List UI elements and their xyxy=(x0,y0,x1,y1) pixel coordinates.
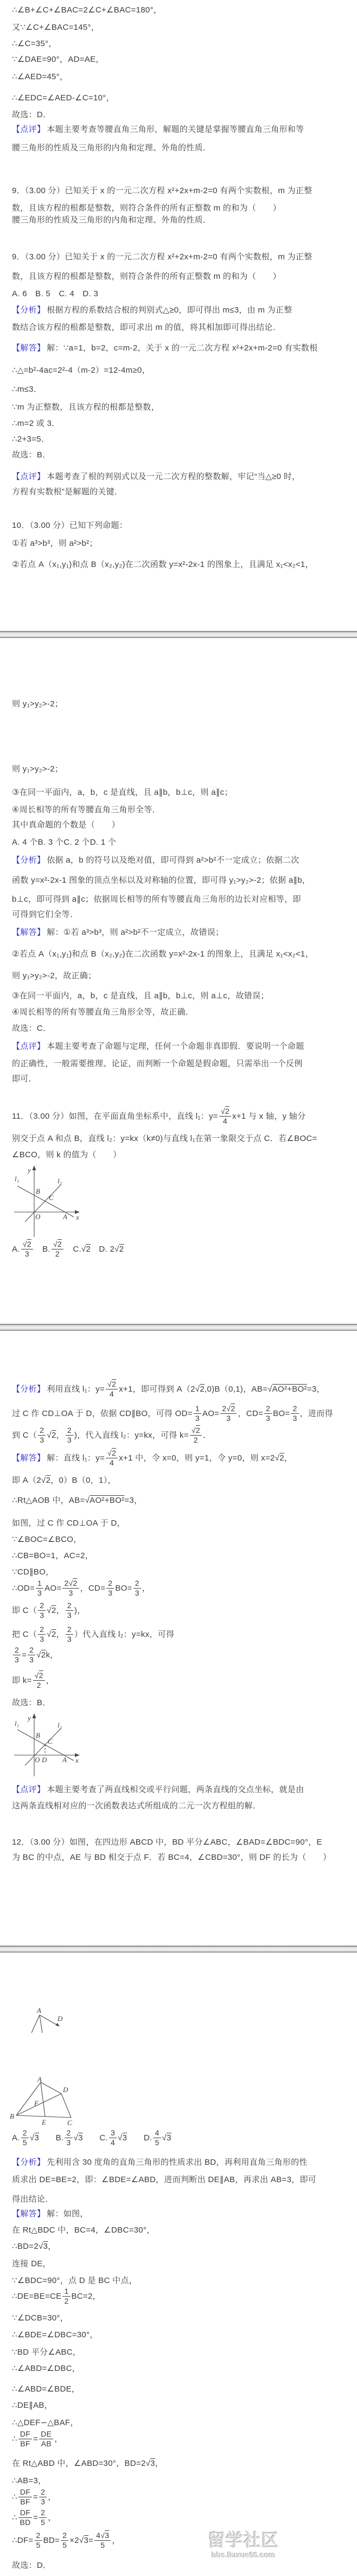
text-line: 【分析】 根据方程的系数结合根的判别式△≥0，即可得出 m≤3，由 m 为正整 xyxy=(12,305,292,315)
text-line: 12．（3.00 分）如图，在四边形 ABCD 中，BD 平分∠ABC，∠BAD=∠BDC=90°，E xyxy=(12,1838,322,1847)
radical-expression: √2 xyxy=(220,1107,229,1115)
text-line: 其中真命题的个数是（ ） xyxy=(12,820,120,830)
point-label-A: A xyxy=(62,1756,67,1764)
fraction: $\frac{2}{3}$ xyxy=(65,2129,72,2147)
text-line: ④周长相等的所有等腰直角三角形全等，故正确． xyxy=(12,1008,194,1017)
text-line: 即可． xyxy=(12,1074,37,1083)
fraction: $\frac{2}{3}$ xyxy=(28,1646,35,1665)
point-label-C: C xyxy=(48,1737,53,1745)
fraction: $\frac{2}{3}$ xyxy=(38,1625,46,1644)
fraction: $\frac{1}{3}$ xyxy=(194,1405,201,1423)
point-label-A: A xyxy=(37,2075,42,2083)
text-line: ∴DE∥AB， xyxy=(12,2401,53,2410)
text-line: 故选：D． xyxy=(12,2561,52,2570)
fraction: $\frac{4}{5}$ xyxy=(153,2129,161,2147)
text-line: ∴∠ABD=∠DBC， xyxy=(12,2364,81,2373)
radical-expression: √2 xyxy=(195,1385,205,1394)
section-tag: 【点评】 xyxy=(12,1042,46,1051)
axis-label-y: y xyxy=(28,1166,31,1174)
section-tag: 【点评】 xyxy=(12,125,46,134)
text-line: ∵∠BDC=90°，点 D 是 BC 中点， xyxy=(12,2276,138,2285)
text-line: 【解答】 解：∵a=1，b=2，c=m-2，关于 x 的一元二次方程 x²+2x+m-2=0 有实数根 xyxy=(12,343,318,353)
fraction: $\frac{2}{3}$ xyxy=(38,1602,46,1620)
section-tag: 【解答】 xyxy=(12,2209,46,2218)
fraction: $\frac{2}{3}$ xyxy=(39,2488,47,2507)
text-line: ∴∠EDC=∠AED-∠C=10°， xyxy=(12,93,114,103)
figure-q11-question-coordinate-graph xyxy=(12,1164,84,1238)
text-line: ∴△DEF∽△BAF， xyxy=(12,2418,79,2427)
point-label-C: C xyxy=(67,2119,72,2127)
text-line: 质求出 DE=BE=2，即：∠BDE=∠ABD，进而判断出 DE∥AB，再求出 AB=3，即可 xyxy=(12,2175,317,2184)
fraction: $\frac{2}{3}$ xyxy=(13,1646,21,1665)
fraction: $\frac{3}{4}$ xyxy=(109,2129,117,2147)
text-line: 9．（3.00 分）已知关于 x 的一元二次方程 x²+2x+m-2=0 有两个实数根，m 为正整 xyxy=(12,252,313,262)
text-line: 故选：D． xyxy=(12,110,52,119)
radical-expression: √2 xyxy=(226,1404,235,1413)
text-line: 为 BC 的中点，AE 与 BD 相交于点 F．若 BC=4，∠CBD=30°，则 DF 的长为（ ） xyxy=(12,1853,331,1862)
text-line: A. 4 个B. 3 个C. 2 个D. 1 个 xyxy=(12,838,117,847)
text-line: ∵m 为正整数，且该方程的根都是整数， xyxy=(12,403,160,412)
radical-expression: √3 xyxy=(73,2133,83,2143)
radical-expression: √2 xyxy=(34,1671,43,1680)
fraction: $\frac{√2}{3}$ xyxy=(21,1240,33,1259)
text-line: ③在同一平面内，a，b，c 是直线，且 a∥b，b⊥c，则 a∥c； xyxy=(12,788,233,797)
text-line: 【解答】 解：如图， xyxy=(12,2209,88,2218)
text-line: ∴CB=BO=1，AC=2， xyxy=(12,1551,94,1560)
text-line: 故选：B． xyxy=(12,1698,51,1707)
text-line: 即 C（ $\frac{2}{3}$ √2 ， $\frac{2}{3}$ )， xyxy=(12,1601,86,1620)
text-line: ∴DE=BE=CE $\frac{1}{2}$ BC=2， xyxy=(12,2287,101,2306)
point-label-B: B xyxy=(36,1187,40,1195)
text-line: ∵BD 平分∠ABC， xyxy=(12,2348,81,2357)
fraction: 2 √2 3 xyxy=(62,1579,79,1598)
section-tag: 【点评】 xyxy=(12,1785,46,1794)
text-line: 【点评】 本题考查了根的判别式以及一元二次方程的整数解，牢记“当△≥0 时， xyxy=(12,472,301,481)
fraction: $\frac{2}{3}$ xyxy=(66,1602,73,1620)
text-line: 10．（3.00 分）已知下列命题： xyxy=(12,521,127,530)
fraction: $\frac{√2}{2}$ xyxy=(52,1240,63,1259)
text-line: 如图，过 C 作 CD⊥OA 于 D， xyxy=(12,1519,125,1528)
radical-expression: √2 xyxy=(81,1245,91,1254)
fraction: $\frac{DE}{AB}$ xyxy=(39,2430,53,2449)
point-label-D: D xyxy=(63,2086,68,2094)
section-tag: 【解答】 xyxy=(12,343,46,353)
fraction: $\frac{2}{3}$ xyxy=(106,1579,114,1598)
text-line: ∵CD∥BO， xyxy=(12,1567,54,1577)
radical-expression: √2 xyxy=(47,1431,56,1440)
side-BC xyxy=(16,2115,71,2118)
fraction: $\frac{1}{3}$ xyxy=(36,1579,43,1598)
text-line: ∴OD= $\frac{1}{3}$ AO= 2 √2 3 ，CD= $\frac{2}{3}$ BO= $\frac{2}{3}$ ， xyxy=(12,1579,151,1598)
radical-expression: √2 xyxy=(47,1606,56,1616)
text-line: ∴ $\frac{DF}{BF}$ = $\frac{DE}{AB}$ ， xyxy=(12,2430,63,2449)
radical-expression: √2 xyxy=(275,1453,284,1463)
radical-expression: √2 xyxy=(107,1449,117,1457)
radical-expression: √2 xyxy=(22,1240,31,1248)
fraction: $\frac{DF}{BF}$ xyxy=(18,2488,32,2507)
radical-expression: √2 xyxy=(41,1476,51,1485)
fraction: 4 √3 5 xyxy=(94,2532,111,2550)
point-label-F: F xyxy=(34,2099,39,2107)
text-line: 则 y₁>y₂>-2； xyxy=(12,764,63,774)
text-line: ∵∠DCB=30°， xyxy=(12,2313,69,2323)
text-line: 得出结论． xyxy=(12,2195,54,2204)
text-line: ∴m=2 或 3． xyxy=(12,419,60,428)
radical-expression: √2 xyxy=(191,1426,200,1434)
text-line: ∴Rt△AOB 中，AB= √AO²+BO² =3， xyxy=(12,1496,143,1505)
radical-expression: √3 xyxy=(38,2242,48,2251)
point-label-E: E xyxy=(42,2118,46,2126)
page-break-divider xyxy=(0,1324,357,1331)
label-l1: l₁ xyxy=(15,1175,20,1183)
axis-label-x: x xyxy=(76,1213,79,1221)
section-tag: 【点评】 xyxy=(12,472,46,481)
label-l2: l₂ xyxy=(58,1721,62,1729)
text-line: ∴∠C=35°， xyxy=(12,39,57,48)
radical-expression: √2 xyxy=(114,1245,124,1254)
text-line: ∴∠B+∠C+∠BAC=2∠C+∠BAC=180°， xyxy=(12,5,162,15)
text-line: 连接 DE， xyxy=(12,2259,51,2268)
text-line: ∴AB=3， xyxy=(12,2476,47,2485)
text-line: ∴BD=2 √3 ， xyxy=(12,2242,56,2251)
site-watermark xyxy=(207,2530,280,2560)
watermark-logo-text: 留学社区 xyxy=(207,2530,279,2550)
text-line: $\frac{2}{3}$ = $\frac{2}{3}$ √2 k， xyxy=(12,1646,59,1665)
fraction: $\frac{2}{3}$ xyxy=(38,1426,46,1445)
radical-expression: √3 xyxy=(145,2459,155,2468)
text-line: 【点评】 本题主要考查了两直线相交或平行问题，两条直线的交点坐标，就是由 xyxy=(12,1785,304,1794)
text-line: 【解答】 解：①若 a³>b³，则 a²>b²不一定成立，故错误； xyxy=(12,928,224,937)
fraction: $\frac{√2}{4}$ xyxy=(106,1449,118,1468)
text-line: 【点评】 本题主要考查了命题与定理，任何一个命题非真即假．要说明一个命题 xyxy=(12,1042,304,1051)
text-line: A. $\frac{2}{5}$ √3 B. $\frac{2}{3}$ √3 C. $\frac{3}{4}$ √3 D. $\frac{4}{5}$ √3 xyxy=(12,2128,171,2147)
radical-expression: √2 xyxy=(107,1380,117,1388)
radical-expression: √2 xyxy=(68,1579,78,1587)
text-line: 【点评】 本题主要考查等腰直角三角形，解题的关键是掌握等腰直角三角形和等 xyxy=(12,125,304,134)
text-line: 别交于点 A 和点 B，直线 l₂：y=kx（k≠0)与直线 l₁在第一象限交于点 C．若∠BOC= xyxy=(12,1134,317,1143)
axis-label-x: x xyxy=(75,1756,79,1764)
text-line: 数结合该方程的根都是整数，即可求出 m 的值，将其相加即可得出结论． xyxy=(12,323,282,332)
radical-expression: √2 xyxy=(36,1650,46,1660)
origin-label-O: O xyxy=(35,1756,40,1764)
text-line: ①若 a³>b³，则 a²>b²； xyxy=(12,539,98,548)
fraction: 2 √2 3 xyxy=(220,1405,237,1423)
text-line: 【分析】 依据 a，b 的符号以及绝对值，即可得到 a²>b²不一定成立；依据二次 xyxy=(12,856,299,865)
text-line: 9．（3.00 分）已知关于 x 的一元二次方程 x²+2x+m-2=0 有两个实数根，m 为正整 xyxy=(12,186,313,195)
point-label-B: B xyxy=(10,2112,14,2120)
figure-q12-partial-triangle xyxy=(27,2007,66,2033)
fraction: $\frac{2}{3}$ xyxy=(133,1579,141,1598)
text-line: ②若点 A（x₁,y₁)和点 B（x₂,y₂)在二次函数 y=x²-2x-1 的图象上，且满足 x₁<x₂<1， xyxy=(12,949,314,959)
fraction: $\frac{DF}{BD}$ xyxy=(18,2509,32,2527)
text-line: A. $\frac{√2}{3}$ B. $\frac{√2}{2}$ C. √2 D. 2 √2 xyxy=(12,1240,124,1259)
text-line: ④周长相等的所有等腰直角三角形全等． xyxy=(12,805,161,814)
text-line: 故选：C． xyxy=(12,1024,52,1033)
figure-q12-solution-quadrilateral xyxy=(10,2077,76,2129)
text-line: 【分析】 利用直线 l₁：y= $\frac{√2}{4}$ x+1，即可得到 A（2 √2 ,0)B（0,1)，AB= √AO²+BO² =3， xyxy=(12,1380,325,1399)
point-label-C: C xyxy=(49,1194,54,1202)
fraction: $\frac{√2}{2}$ xyxy=(33,1672,45,1690)
text-line: ②若点 A（x₁,y₁)和点 B（x₂,y₂)在二次函数 y=x²-2x-1 的图象上，且满足 x₁<x₂<1， xyxy=(12,560,314,569)
text-line: 把 C（ $\frac{2}{3}$ √2 ， $\frac{2}{3}$ ）代入直线 l₂：y=kx，可得 xyxy=(12,1625,175,1644)
text-line: 可得到它们全等． xyxy=(12,910,79,919)
text-line: 11．（3.00 分）如图，在平面直角坐标系中，直线 l₁：y= $\frac{√2}{4}$ x+1 与 x 轴，y 轴分 xyxy=(12,1107,306,1126)
label-l1: l₁ xyxy=(15,1719,20,1727)
point-label-B: B xyxy=(36,1731,40,1739)
text-line: 数，且该方程的根都是整数，则符合条件的所有正整数 m 的和为（ ） xyxy=(12,272,282,281)
text-line: 【分析】 先利用含 30 度角的直角三角形的性质求出 BD，再利用直角三角形的性 xyxy=(12,2158,308,2167)
text-line: A. 6 B. 5 C. 4 D. 3 xyxy=(12,289,99,298)
fraction: $\frac{√2}{4}$ xyxy=(219,1107,231,1126)
section-tag: 【分析】 xyxy=(12,856,46,865)
point-label-A: A xyxy=(37,2006,41,2014)
text-line: ∴ $\frac{DF}{BF}$ = $\frac{2}{3}$ ， xyxy=(12,2488,56,2507)
side-DA xyxy=(41,2082,61,2094)
radical-expression: √2 xyxy=(47,1630,56,1640)
text-line: 故选：B． xyxy=(12,450,51,460)
text-line: ∠BCO，则 k 的值为（ ） xyxy=(12,1150,122,1159)
page-break-divider xyxy=(0,631,357,638)
axis-label-y: y xyxy=(28,1714,31,1722)
radical-expression: √3 xyxy=(79,2536,89,2546)
text-line: ∴∠BDE=∠DBC=30°， xyxy=(12,2330,98,2339)
text-line: ∵∠BOC=∠BCO， xyxy=(12,1535,82,1544)
text-line: ∴m≤3． xyxy=(12,385,42,394)
text-line: 腰三角形的性质及三角形的内角和定理、外角的性质． xyxy=(12,215,212,225)
text-line: ∴∠ABD=∠BDE， xyxy=(12,2384,80,2394)
point-label-A: A xyxy=(63,1213,67,1221)
radical-expression: √3 xyxy=(118,2133,127,2143)
fraction: $\frac{2}{5}$ xyxy=(61,2532,68,2550)
text-line: ③在同一平面内，a，b，c 是直线，且 a∥b，b⊥c，则 a⊥c，故错误； xyxy=(12,991,269,1000)
label-l2: l₂ xyxy=(58,1177,62,1185)
origin-label-O: O xyxy=(35,1213,41,1221)
text-line: 则 y₁>y₂>-2； xyxy=(12,699,63,709)
fraction: $\frac{2}{3}$ xyxy=(66,1426,73,1445)
section-tag: 【解答】 xyxy=(12,928,46,937)
text-line: 【解答】 解：直线 l₁：y= $\frac{√2}{4}$ x+1 中，令 x=0，则 y=1，令 y=0，则 x=2 √2 ， xyxy=(12,1449,293,1468)
fraction: $\frac{DF}{BF}$ xyxy=(18,2430,32,2449)
radical-expression: √3 xyxy=(29,2133,40,2143)
side-CD xyxy=(61,2094,71,2118)
text-line: 数，且该方程的根都是整数，则符合条件的所有正整数 m 的和为（ ） xyxy=(12,203,282,213)
text-line: 过 C 作 CD⊥OA 于 D，依据 CD∥BO，可得 OD= $\frac{1}{3}$ AO= 2 √2 3 ，CD= $\frac{2}{3}$ BO= $\frac{2}{3}$ ，进而得 xyxy=(12,1404,333,1423)
radical-expression: √AO²+BO² xyxy=(85,1496,125,1505)
radical-expression: √3 xyxy=(162,2133,171,2143)
fraction: $\frac{1}{2}$ xyxy=(62,2287,70,2306)
text-line: 即 k= $\frac{√2}{2}$ ， xyxy=(12,1671,55,1690)
segment-AE xyxy=(41,2082,45,2116)
point-label-D: D xyxy=(42,1756,47,1764)
diagonal-BD xyxy=(16,2094,61,2115)
text-line: 方程有实数根”是解题的关键． xyxy=(12,487,123,496)
figure-q11-solution-coordinate-graph xyxy=(12,1713,84,1778)
text-line: 则 y₁>y₂>-2，故正确； xyxy=(12,971,97,980)
watermark-url-text: bbs.liuxue86.com xyxy=(212,2551,276,2559)
text-line: 即 A（2 √2 ，0）B（0，1）， xyxy=(12,1476,116,1485)
fraction: $\frac{√2}{4}$ xyxy=(106,1380,118,1399)
fraction: $\frac{2}{5}$ xyxy=(21,2129,29,2147)
text-line: ∴∠AED=45°， xyxy=(12,72,68,81)
fraction: $\frac{2}{5}$ xyxy=(39,2509,47,2527)
text-line: 腰三角形的性质及三角形的内角和定理、外角的性质． xyxy=(12,143,212,152)
point-label-D: D xyxy=(58,2014,63,2023)
line-l2 xyxy=(25,1185,61,1222)
text-line: 又∵∠C+∠BAC=145°， xyxy=(12,23,100,32)
text-line: ∵∠DAE=90°，AD=AE， xyxy=(12,55,104,64)
section-tag: 【分析】 xyxy=(12,305,46,315)
radical-expression: √AO²+BO² xyxy=(267,1385,307,1394)
text-line: b⊥c，即可得到 a∥c；依据周长相等的所有等腰直角三角形的边长对应相等，即 xyxy=(12,895,301,904)
section-tag: 【分析】 xyxy=(12,1385,46,1394)
text-line: 这两条直线相对应的一次函数表达式所组成的二元一次方程组的解． xyxy=(12,1801,262,1810)
page-break-divider xyxy=(0,1946,357,1953)
text-line: 函数 y=x²-2x-1 图象的顶点坐标以及对称轴的位置，即可得 y₁>y₂>-2；依据 a∥b， xyxy=(12,876,311,885)
fraction: $\frac{2}{3}$ xyxy=(66,1625,73,1644)
radical-expression: √3 xyxy=(100,2531,110,2540)
text-line: 在 Rt△BDC 中，BC=4，∠DBC=30°， xyxy=(12,2226,155,2235)
fraction: $\frac{2}{5}$ xyxy=(35,2532,42,2550)
radical-expression: √2 xyxy=(53,1240,62,1248)
fraction: $\frac{2}{3}$ xyxy=(264,1405,272,1423)
text-line: ∴ $\frac{DF}{BD}$ = $\frac{2}{5}$ ， xyxy=(12,2508,56,2527)
section-tag: 【分析】 xyxy=(12,2158,46,2167)
text-line: ∴2+3=5． xyxy=(12,435,50,444)
text-line: 在 Rt△ABD 中，∠ABD=30°，BD=2 √3 ， xyxy=(12,2459,164,2468)
text-line: 的正确性，一般需要推理、论证，而判断一个命题是假命题，只需举出一个反例 xyxy=(12,1059,303,1068)
fraction: $\frac{√2}{2}$ xyxy=(190,1426,202,1445)
text-line: 到 C（ $\frac{2}{3}$ √2 ， $\frac{2}{3}$ )，代入直线 l₂：y=kx，可得 k= $\frac{√2}{2}$ ． xyxy=(12,1426,212,1445)
section-tag: 【解答】 xyxy=(12,1453,46,1463)
text-line: ∴DF= $\frac{2}{5}$ BD= $\frac{2}{5}$ ×2 √3 = 4 √3 5 ， xyxy=(12,2531,120,2550)
text-line: ∴△=b²-4ac=2²-4（m-2）=12-4m≥0， xyxy=(12,366,150,375)
fraction: $\frac{2}{3}$ xyxy=(291,1405,298,1423)
